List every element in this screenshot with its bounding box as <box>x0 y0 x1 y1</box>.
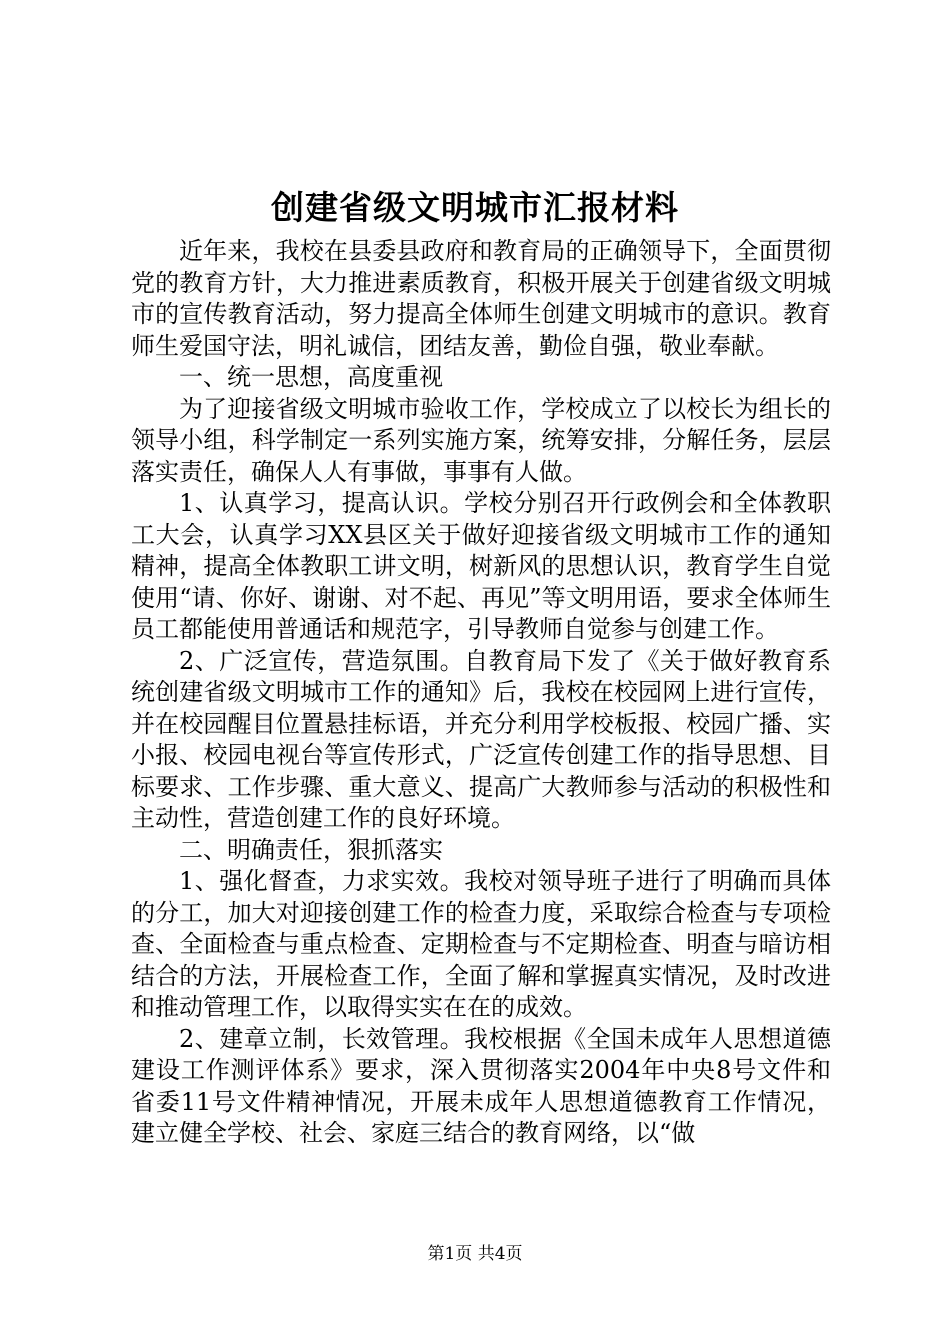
paragraph-intro: 近年来，我校在县委县政府和教育局的正确领导下，全面贯彻党的教育方针，大力推进素质教育，积极开展关于创建省级文明城市的宣传教育活动，努力提高全体师生创建文明城市的意识。教育师生爱国守法，明礼诚信，团结友善，勤俭自强，敬业奉献。 <box>131 237 831 360</box>
paragraph: 1、强化督查，力求实效。我校对领导班子进行了明确而具体的分工，加大对迎接创建工作的检查力度，采取综合检查与专项检查、全面检查与重点检查、定期检查与不定期检查、明查与暗访相结合的方法，开展检查工作，全面了解和掌握真实情况，及时改进和推动管理工作，以取得实实在在的成效。 <box>131 867 831 1021</box>
section-heading-2: 二、明确责任，狠抓落实 <box>179 835 443 864</box>
paragraph: 1、认真学习，提高认识。学校分别召开行政例会和全体教职工大会，认真学习XX县区关于做好迎接省级文明城市工作的通知精神，提高全体教职工讲文明，树新风的思想认识，教育学生自觉使用“请、你好、谢谢、对不起、再见”等文明用语，要求全体师生员工都能使用普通话和规范字，引导教师自觉参与创建工作。 <box>131 489 831 643</box>
document-body <box>131 236 831 1150</box>
page-footer: 第1页 共4页 <box>427 1244 523 1264</box>
paragraph: 2、建章立制，长效管理。我校根据《全国未成年人思想道德建设工作测评体系》要求，深入贯彻落实2004年中央8号文件和省委11号文件精神情况，开展未成年人思想道德教育工作情况，建立健全学校、社会、家庭三结合的教育网络，以“做 <box>131 1024 831 1147</box>
paragraph: 为了迎接省级文明城市验收工作，学校成立了以校长为组长的领导小组，科学制定一系列实施方案，统筹安排，分解任务，层层落实责任，确保人人有事做，事事有人做。 <box>131 394 831 486</box>
document-title: 创建省级文明城市汇报材料 <box>271 188 679 227</box>
paragraph: 2、广泛宣传，营造氛围。自教育局下发了《关于做好教育系统创建省级文明城市工作的通知》后，我校在校园网上进行宣传，并在校园醒目位置悬挂标语，并充分利用学校板报、校园广播、实小报、校园电视台等宣传形式，广泛宣传创建工作的指导思想、目标要求、工作步骤、重大意义、提高广大教师参与活动的积极性和主动性，营造创建工作的良好环境。 <box>131 646 831 832</box>
section-heading-1: 一、统一思想，高度重视 <box>179 363 443 391</box>
